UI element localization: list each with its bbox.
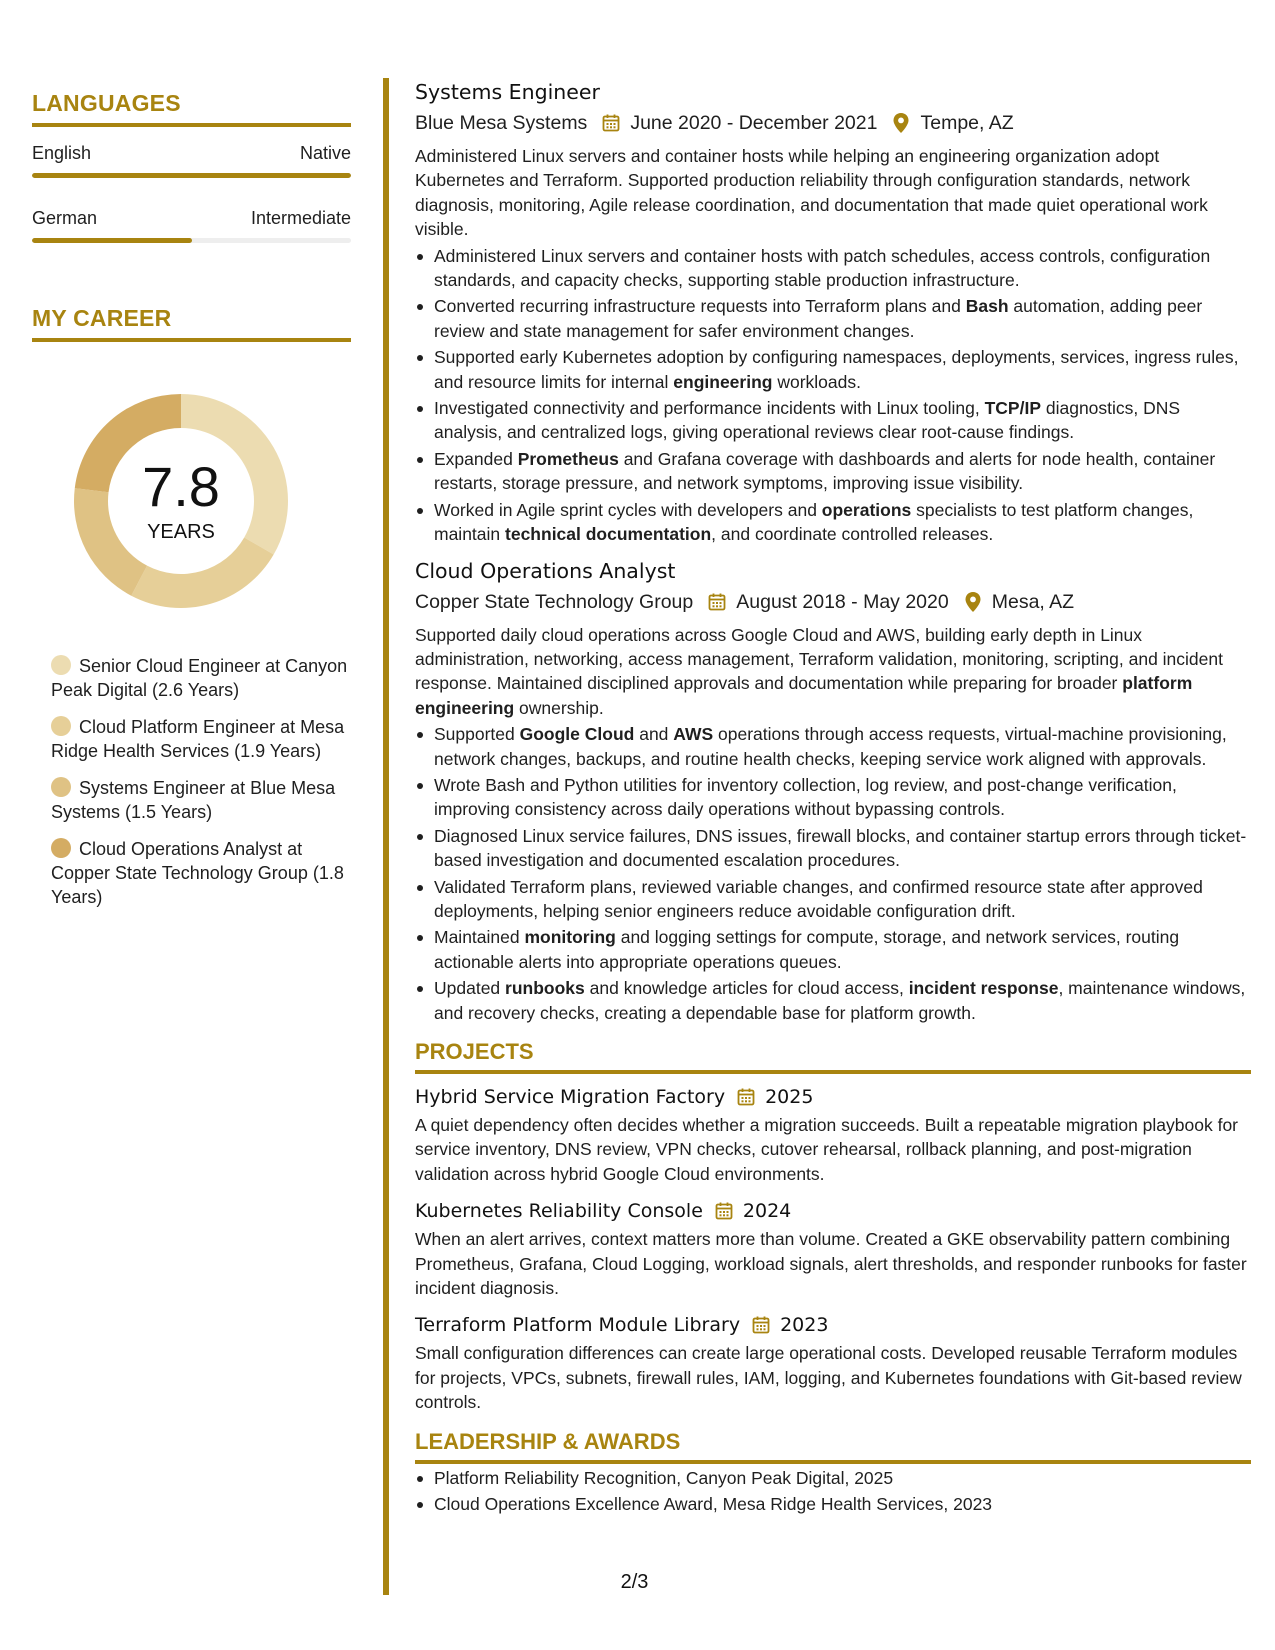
calendar-icon: [735, 1086, 757, 1108]
career-total-unit: YEARS: [147, 520, 215, 543]
job-bullet: Supported early Kubernetes adoption by configuring namespaces, deployments, services, ingress rules, and resource limits for internal engineering workloads.: [415, 345, 1251, 394]
project-description: Small configuration differences can create large operational costs. Developed reusable Terraform modules for projects, VPCs, subnets, firewall rules, IAM, logging, and Kubernetes foundations with Git-based review controls.: [415, 1343, 1242, 1413]
language-proficiency-bar: [32, 238, 351, 243]
projects-heading: PROJECTS: [415, 1039, 1251, 1074]
page-number: [0, 1571, 1275, 1594]
project-description: When an alert arrives, context matters more than volume. Created a GKE observability pattern combining Prometheus, Grafana, Cloud Logging, workload signals, alert thresholds, and responder runbooks for faster incident diagnosis.: [415, 1229, 1247, 1299]
award-item: Cloud Operations Excellence Award, Mesa Ridge Health Services, 2023: [415, 1492, 1251, 1516]
project-title: Hybrid Service Migration Factory: [415, 1086, 726, 1108]
donut-center: [66, 386, 296, 616]
legend-item: [51, 776, 351, 824]
language-proficiency-fill: [32, 173, 351, 178]
page-number-text: 2/3: [620, 1571, 649, 1593]
career-donut-chart: [66, 386, 296, 616]
job-meta: [415, 110, 1251, 136]
project-title-row: [415, 1084, 1251, 1110]
job-title: Cloud Operations Analyst: [415, 558, 676, 583]
job-bullet: Wrote Bash and Python utilities for inventory collection, log review, and post-change verification, improving consistency across daily operations without bypassing controls.: [415, 773, 1251, 822]
project-description: A quiet dependency often decides whether a migration succeeds. Built a repeatable migration playbook for service inventory, DNS review, VPN checks, cutover rehearsal, rollback planning, and post-migration validation across hybrid Google Cloud environments.: [415, 1115, 1239, 1184]
awards-heading: LEADERSHIP & AWARDS: [415, 1429, 1251, 1464]
legend-dot: [51, 716, 71, 736]
job-entry: [415, 557, 1251, 1026]
language-name: English: [32, 143, 92, 163]
main-content: [415, 78, 1251, 1518]
language-proficiency-bar: [32, 173, 351, 178]
project-year: 2025: [765, 1086, 814, 1108]
job-bullet: Worked in Agile sprint cycles with developers and operations specialists to test platform changes, maintain technical documentation, and coordinate controlled releases.: [415, 498, 1251, 547]
job-entry: [415, 78, 1251, 547]
legend-dot: [51, 655, 71, 675]
job-meta: [415, 589, 1251, 615]
project-entry: [415, 1084, 1251, 1186]
project-title: Kubernetes Reliability Console: [415, 1200, 703, 1223]
job-bullet: Validated Terraform plans, reviewed variable changes, and confirmed resource state after approved deployments, helping senior engineers reduce avoidable configuration drift.: [415, 875, 1251, 924]
language-item: [32, 208, 351, 243]
job-bullet: Expanded Prometheus and Grafana coverage with dashboards and alerts for node health, container restarts, storage pressure, and network symptoms, improving issue visibility.: [415, 447, 1251, 496]
legend-label: Senior Cloud Engineer at Canyon Peak Digital (2.6 Years): [51, 656, 348, 700]
languages-heading: LANGUAGES: [32, 90, 351, 127]
project-entry: [415, 1312, 1251, 1414]
project-title-row: [415, 1198, 1251, 1224]
company-name: Copper State Technology Group: [415, 590, 694, 613]
job-dates: August 2018 - May 2020: [736, 590, 949, 613]
language-item: [32, 143, 351, 178]
legend-label: Cloud Operations Analyst at Copper State Technology Group (1.8 Years): [51, 839, 344, 907]
language-level: Native: [299, 143, 351, 163]
job-bullet: Supported Google Cloud and AWS operations through access requests, virtual-machine provisioning, network changes, backups, and routine health checks, keeping service work aligned with approvals.: [415, 722, 1251, 771]
job-bullet: Converted recurring infrastructure requests into Terraform plans and Bash automation, adding peer review and state management for safer environment changes.: [415, 294, 1251, 343]
legend-item: [51, 715, 351, 763]
job-bullet: Maintained monitoring and logging settings for compute, storage, and network services, routing actionable alerts into appropriate operations queues.: [415, 925, 1251, 974]
job-summary: Administered Linux servers and container hosts while helping an engineering organization adopt Kubernetes and Terraform. Supported production reliability through configuration standards, network diagnosis, monitoring, Agile release coordination, and documentation that made quiet operational work visible.: [415, 146, 1208, 240]
job-location: Mesa, AZ: [991, 590, 1075, 613]
career-heading: MY CAREER: [32, 305, 351, 342]
vertical-divider: [383, 78, 389, 1595]
career-total-years: 7.8: [142, 454, 220, 518]
job-title: Systems Engineer: [415, 80, 600, 104]
job-bullet: Investigated connectivity and performance incidents with Linux tooling, TCP/IP diagnostics, DNS analysis, and centralized logs, giving operational reviews clear root-cause findings.: [415, 396, 1251, 445]
legend-dot: [51, 777, 71, 797]
legend-label: Cloud Platform Engineer at Mesa Ridge Health Services (1.9 Years): [51, 717, 345, 761]
language-proficiency-fill: [32, 238, 192, 243]
legend-item: [51, 837, 351, 909]
sidebar: [32, 90, 351, 922]
calendar-icon: [600, 112, 622, 134]
job-bullets: [415, 722, 1251, 1025]
project-year: 2024: [742, 1200, 792, 1223]
language-level: Intermediate: [250, 208, 351, 228]
legend-dot: [51, 838, 71, 858]
legend-label: Systems Engineer at Blue Mesa Systems (1.5 Years): [51, 778, 336, 822]
job-bullet: Administered Linux servers and container hosts with patch schedules, access controls, configuration standards, and capacity checks, supporting stable production infrastructure.: [415, 244, 1251, 293]
award-item: Platform Reliability Recognition, Canyon Peak Digital, 2025: [415, 1466, 1251, 1490]
calendar-icon: [706, 591, 728, 613]
project-year: 2023: [780, 1314, 829, 1337]
job-bullet: Updated runbooks and knowledge articles for cloud access, incident response, maintenance windows, and recovery checks, creating a dependable base for platform growth.: [415, 976, 1251, 1025]
project-title: Terraform Platform Module Library: [415, 1314, 741, 1337]
career-legend: [51, 654, 351, 909]
project-title-row: [415, 1312, 1251, 1338]
location-pin-icon: [890, 112, 912, 134]
job-dates: June 2020 - December 2021: [630, 112, 878, 134]
language-name: German: [32, 208, 98, 228]
job-location: Tempe, AZ: [920, 112, 1014, 134]
company-name: Blue Mesa Systems: [415, 112, 588, 134]
awards-list: [415, 1466, 1251, 1517]
project-entry: [415, 1198, 1251, 1300]
calendar-icon: [750, 1314, 772, 1336]
job-bullets: [415, 244, 1251, 547]
legend-item: [51, 654, 351, 702]
job-bullet: Diagnosed Linux service failures, DNS issues, firewall blocks, and container startup errors through ticket-based investigation and documented escalation procedures.: [415, 824, 1251, 873]
location-pin-icon: [962, 591, 984, 613]
job-summary: Supported daily cloud operations across Google Cloud and AWS, building early depth in Linux administration, networking, access management, Terraform validation, monitoring, scripting, and incident response. Maintained disciplined approvals and documentation while preparing for broader platform engineering ownership.: [415, 624, 1223, 718]
calendar-icon: [713, 1200, 735, 1222]
